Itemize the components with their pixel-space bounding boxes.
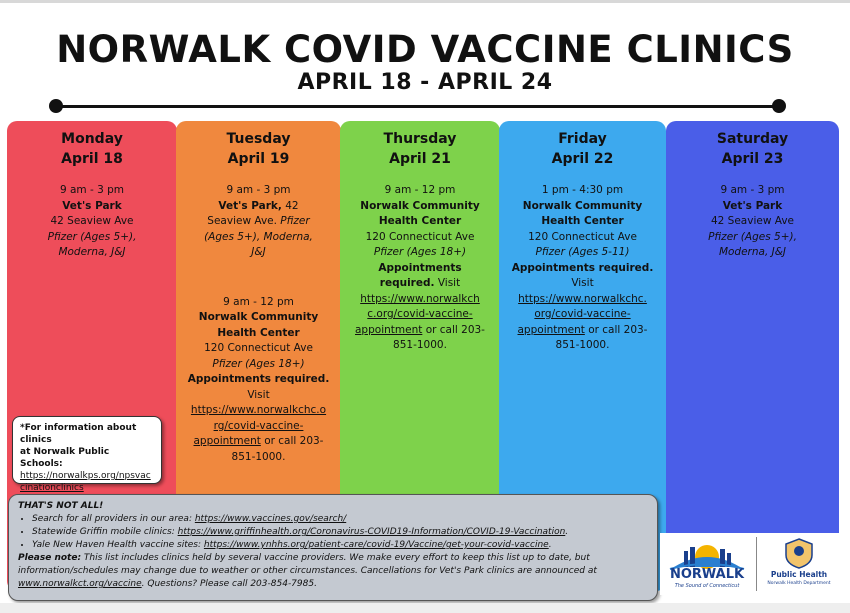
clinic-block [176,183,341,261]
appointment-link[interactable]: appointment [517,323,585,336]
day-name: Thursday [383,131,457,147]
resource-label: Statewide Griffin mobile clinics: [32,527,178,537]
appointment-note: Appointments [378,261,462,274]
appointment-link[interactable]: https://www.norwalkchc. [518,292,647,305]
resource-end: . [548,540,552,550]
appointment-note: Appointments required. [187,373,330,385]
day-date: April 19 [227,151,290,167]
more-info-heading: THAT'S NOT ALL! [18,501,104,511]
list-item [32,539,648,552]
top-border [0,0,850,3]
clinic-vaccines: Pfizer (Ages 18+) [373,246,467,258]
note-label: Please note: [18,553,82,563]
note-end: . Questions? Please call 203-854-7985. [141,579,317,589]
health-department-name: Norwalk Health Department [767,581,831,586]
clinic-block [176,295,341,466]
clinic-vaccines: Pfizer (Ages 5-11) [535,246,630,258]
appointment-link[interactable]: https://www.norwalkchc.o [190,404,327,416]
clinic-place: Health Center [378,215,462,227]
clinic-block [7,183,177,261]
vaccine-page-link[interactable]: www.norwalkct.org/vaccine [18,579,142,589]
schools-note-text: at Norwalk Public Schools: [20,447,110,469]
list-item [32,526,648,539]
appointment-link[interactable]: org/covid-vaccine- [534,308,631,320]
call-text: or call 203- [264,435,324,447]
clinic-address: 120 Connecticut Ave [365,230,475,243]
bottom-strip [0,603,850,613]
clinic-address: 42 Seaview Ave [710,215,794,227]
clinic-vaccines: Pfizer (Ages 18+) [212,357,305,370]
clinic-time: 9 am - 3 pm [720,184,785,196]
clinic-time: 9 am - 3 pm [226,184,291,196]
norwalk-logo [664,537,750,593]
day-date: April 18 [61,151,123,167]
clinic-time: 9 am - 3 pm [59,184,125,196]
clinic-time: 9 am - 12 pm [223,295,294,308]
timeline-bar [56,105,780,108]
visit-text: Visit [571,277,594,289]
norwalk-tagline: The Sound of Connecticut [674,583,740,589]
appointment-note: required. [379,277,435,289]
timeline-end-dot [772,99,786,113]
day-date: April 22 [551,151,614,167]
clinic-time: 1 pm - 4:30 pm [541,184,624,196]
clinic-place: Health Center [217,326,300,339]
appointment-link[interactable]: appointment [355,323,423,336]
clinic-vaccines: Pfizer [280,215,310,227]
public-health-wordmark: Public Health [770,570,828,579]
schools-note-text: *For information about clinics [20,423,137,445]
resource-end: . [565,527,569,537]
clinic-address: 120 Connecticut Ave [204,342,313,354]
phone-number: 851-1000. [555,339,610,351]
call-text: or call 203- [425,323,485,336]
clinic-vaccines: Pfizer (Ages 5+), [47,230,137,243]
appointment-note: Appointments required. [511,261,654,274]
more-info-box [8,494,658,601]
phone-number: 851-1000. [393,339,447,351]
norwalk-wordmark: NORWALK [669,567,745,582]
resource-label: Yale New Haven Health vaccine sites: [32,540,204,550]
clinic-time: 9 am - 12 pm [384,184,456,196]
clinic-block [340,183,500,354]
call-text: or call 203- [588,323,648,336]
resource-link[interactable]: https://www.vaccines.gov/search/ [194,514,347,524]
day-name: Friday [558,131,607,147]
appointment-link[interactable]: c.org/covid-vaccine- [367,308,473,320]
resource-list [32,513,648,552]
clinic-place: Health Center [541,215,624,227]
health-shield-icon [760,537,838,569]
note-text: This list includes clinics held by several vaccine providers. We make every effort to keep this list up to date, but information/schedules may change due to weather or other circumstances. Cancellations for Vet's Park clinics are announced at [18,553,597,576]
day-name: Tuesday [226,131,291,147]
schools-info-box [12,416,162,493]
appointment-link[interactable]: appointment [193,435,261,447]
phone-number: 851-1000. [231,450,286,463]
clinic-address-number: 42 [285,199,299,212]
clinic-vaccines: Pfizer (Ages 5+), [708,230,797,243]
clinic-address: Seaview Ave. [207,215,277,227]
disclaimer [18,552,648,591]
day-name: Monday [61,131,123,147]
appointment-link[interactable]: rg/covid-vaccine- [213,419,304,432]
clinic-vaccines: J&J [251,246,266,258]
clinic-address: 42 Seaview Ave [50,215,134,227]
visit-text: Visit [437,277,461,289]
clinic-place: Vet's Park [62,199,122,212]
appointment-link[interactable]: https://www.norwalkch [360,292,480,305]
clinic-address: 120 Connecticut Ave [528,230,637,243]
clinic-place: Vet's Park [722,199,783,212]
column-saturday [666,121,839,591]
page-subtitle: APRIL 18 - APRIL 24 [297,70,553,95]
list-item [32,513,648,526]
clinic-block [499,183,666,354]
schools-link[interactable]: cinationclinics [20,483,84,493]
clinic-place: Norwalk Community [522,199,643,212]
clinic-place: Vet's Park, [218,199,282,212]
clinic-vaccines: Moderna, J&J [718,246,787,258]
day-date: April 23 [721,151,784,167]
norwalk-skyline-icon [664,537,750,571]
day-name: Saturday [716,131,789,147]
day-date: April 21 [389,151,451,167]
clinic-vaccines: Moderna, J&J [58,246,126,258]
schools-link[interactable]: https://norwalkps.org/npsvac [20,471,151,481]
resource-link[interactable]: https://www.ynhhs.org/patient-care/covid-19/Vaccine/get-your-covid-vaccine [203,540,549,550]
logos-area [660,533,840,595]
page-title: NORWALK COVID VACCINE CLINICS [56,28,794,71]
clinic-block [666,183,839,261]
public-health-logo [760,537,838,593]
visit-text: Visit [247,388,270,401]
logo-divider [756,537,757,591]
timeline-start-dot [49,99,63,113]
resource-label: Search for all providers in our area: [32,514,195,524]
clinic-vaccines: (Ages 5+), Moderna, [204,230,313,243]
clinic-place: Norwalk Community [360,199,480,212]
resource-link[interactable]: https://www.griffinhealth.org/Coronavirus-COVID19-Information/COVID-19-Vaccination [177,527,566,537]
clinic-place: Norwalk Community [198,311,319,323]
